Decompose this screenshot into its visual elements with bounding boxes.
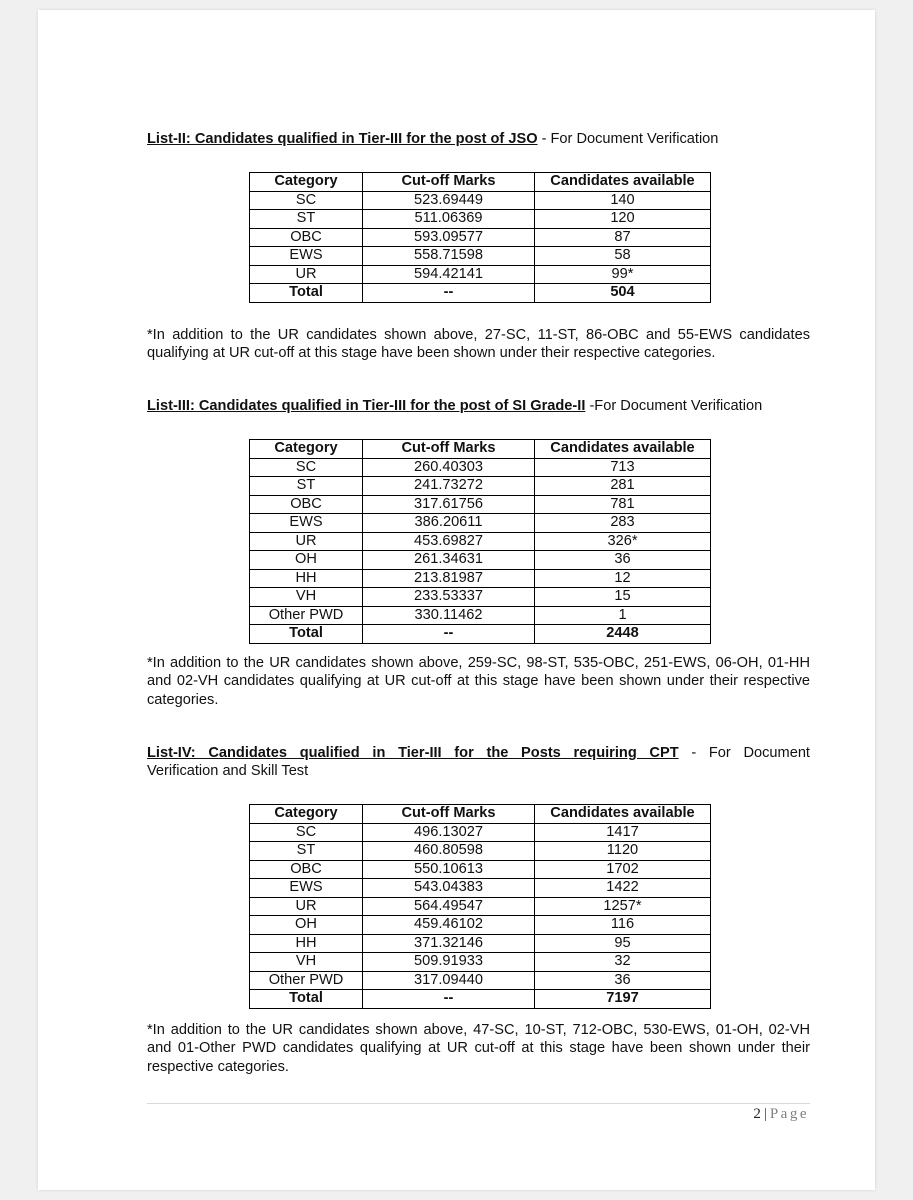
document-page xyxy=(38,10,875,1190)
cell-category: OH xyxy=(250,551,363,570)
cell-cutoff: 241.73272 xyxy=(363,477,535,496)
table-header-row xyxy=(250,173,711,192)
cell-category: UR xyxy=(250,532,363,551)
cell-candidates: 1417 xyxy=(535,823,711,842)
cell-category: SC xyxy=(250,191,363,210)
footer-divider xyxy=(147,1103,810,1104)
cell-category: SC xyxy=(250,458,363,477)
list-iv-title: List-IV: Candidates qualified in Tier-III for the Posts requiring CPT xyxy=(147,745,679,761)
table-row xyxy=(250,265,711,284)
cell-candidates: 1422 xyxy=(535,879,711,898)
total-cell-category: Total xyxy=(250,625,363,644)
cell-cutoff: 509.91933 xyxy=(363,953,535,972)
table-row xyxy=(250,569,711,588)
page-number: 2 xyxy=(753,1106,761,1122)
cell-cutoff: 261.34631 xyxy=(363,551,535,570)
table-row xyxy=(250,477,711,496)
cell-candidates: 36 xyxy=(535,551,711,570)
list-ii-title: List-II: Candidates qualified in Tier-III for the post of JSO xyxy=(147,131,538,147)
cell-category: UR xyxy=(250,265,363,284)
cell-candidates: 1702 xyxy=(535,860,711,879)
cell-candidates: 120 xyxy=(535,210,711,229)
cell-candidates: 781 xyxy=(535,495,711,514)
cell-candidates: 95 xyxy=(535,934,711,953)
table-header-row xyxy=(250,805,711,824)
cell-candidates: 281 xyxy=(535,477,711,496)
table-row xyxy=(250,228,711,247)
header-candidates: Candidates available xyxy=(535,173,711,192)
cell-cutoff: 260.40303 xyxy=(363,458,535,477)
total-cell-candidates: 504 xyxy=(535,284,711,303)
cell-candidates: 99* xyxy=(535,265,711,284)
cell-category: OBC xyxy=(250,860,363,879)
cell-cutoff: 496.13027 xyxy=(363,823,535,842)
total-cell-category: Total xyxy=(250,284,363,303)
cell-cutoff: 317.61756 xyxy=(363,495,535,514)
cell-category: OBC xyxy=(250,495,363,514)
cell-cutoff: 213.81987 xyxy=(363,569,535,588)
list-ii-section xyxy=(147,130,810,362)
cell-candidates: 32 xyxy=(535,953,711,972)
header-candidates: Candidates available xyxy=(535,805,711,824)
total-row xyxy=(250,284,711,303)
cell-category: VH xyxy=(250,588,363,607)
cell-category: EWS xyxy=(250,879,363,898)
list-iv-heading xyxy=(147,744,810,762)
cell-category: EWS xyxy=(250,514,363,533)
total-cell-candidates: 7197 xyxy=(535,990,711,1009)
cell-cutoff: 460.80598 xyxy=(363,842,535,861)
header-candidates: Candidates available xyxy=(535,440,711,459)
list-iii-rows xyxy=(250,458,711,643)
total-cell-category: Total xyxy=(250,990,363,1009)
list-iii-table xyxy=(249,439,711,644)
cell-candidates: 87 xyxy=(535,228,711,247)
table-header-row xyxy=(250,440,711,459)
cell-candidates: 283 xyxy=(535,514,711,533)
cell-category: UR xyxy=(250,897,363,916)
list-iv-suffix: - For Document xyxy=(678,745,810,761)
list-iii-note: *In addition to the UR candidates shown above, 259-SC, 98-ST, 535-OBC, 251-EWS, 06-OH, 01-HH and 02-VH candidates qualifying at UR cut-off at this stage have been shown under their respective categories. xyxy=(147,655,810,708)
table-row xyxy=(250,191,711,210)
cell-category: HH xyxy=(250,934,363,953)
total-cell-cutoff: -- xyxy=(363,284,535,303)
list-iv-rows xyxy=(250,823,711,1008)
list-iv-section xyxy=(147,744,810,1075)
cell-candidates: 1120 xyxy=(535,842,711,861)
cell-cutoff: 594.42141 xyxy=(363,265,535,284)
cell-category: EWS xyxy=(250,247,363,266)
list-ii-table xyxy=(249,172,711,303)
cell-category: Other PWD xyxy=(250,971,363,990)
table-row xyxy=(250,588,711,607)
header-cutoff: Cut-off Marks xyxy=(363,173,535,192)
total-cell-candidates: 2448 xyxy=(535,625,711,644)
cell-category: ST xyxy=(250,842,363,861)
header-category: Category xyxy=(250,173,363,192)
cell-cutoff: 564.49547 xyxy=(363,897,535,916)
list-iii-section xyxy=(147,397,810,708)
cell-category: HH xyxy=(250,569,363,588)
cell-candidates: 12 xyxy=(535,569,711,588)
table-row xyxy=(250,606,711,625)
cell-cutoff: 371.32146 xyxy=(363,934,535,953)
cell-category: OBC xyxy=(250,228,363,247)
cell-category: OH xyxy=(250,916,363,935)
list-ii-rows xyxy=(250,191,711,302)
cell-cutoff: 558.71598 xyxy=(363,247,535,266)
cell-candidates: 58 xyxy=(535,247,711,266)
list-iii-heading xyxy=(147,397,810,415)
cell-category: Other PWD xyxy=(250,606,363,625)
list-iii-suffix: -For Document Verification xyxy=(585,398,763,414)
cell-cutoff: 593.09577 xyxy=(363,228,535,247)
table-row xyxy=(250,860,711,879)
table-row xyxy=(250,210,711,229)
list-iv-heading-line2: Verification and Skill Test xyxy=(147,763,309,779)
list-iii-title: List-III: Candidates qualified in Tier-III for the post of SI Grade-II xyxy=(147,398,586,414)
table-row xyxy=(250,495,711,514)
header-category: Category xyxy=(250,805,363,824)
cell-cutoff: 233.53337 xyxy=(363,588,535,607)
footer-separator: | xyxy=(763,1106,767,1122)
total-row xyxy=(250,625,711,644)
table-row xyxy=(250,532,711,551)
cell-category: ST xyxy=(250,477,363,496)
table-row xyxy=(250,971,711,990)
table-row xyxy=(250,916,711,935)
cell-category: SC xyxy=(250,823,363,842)
list-ii-note: *In addition to the UR candidates shown above, 27-SC, 11-ST, 86-OBC and 55-EWS candidates qualifying at UR cut-off at this stage have been shown under their respective categories. xyxy=(147,327,810,362)
table-row xyxy=(250,551,711,570)
page-footer xyxy=(753,1106,809,1123)
total-row xyxy=(250,990,711,1009)
cell-candidates: 1 xyxy=(535,606,711,625)
list-iv-table xyxy=(249,804,711,1009)
table-row xyxy=(250,514,711,533)
cell-cutoff: 317.09440 xyxy=(363,971,535,990)
cell-cutoff: 523.69449 xyxy=(363,191,535,210)
cell-candidates: 140 xyxy=(535,191,711,210)
table-row xyxy=(250,953,711,972)
table-row xyxy=(250,823,711,842)
total-cell-cutoff: -- xyxy=(363,625,535,644)
cell-cutoff: 459.46102 xyxy=(363,916,535,935)
table-row xyxy=(250,934,711,953)
cell-cutoff: 543.04383 xyxy=(363,879,535,898)
cell-cutoff: 550.10613 xyxy=(363,860,535,879)
header-category: Category xyxy=(250,440,363,459)
table-row xyxy=(250,879,711,898)
table-row xyxy=(250,458,711,477)
header-cutoff: Cut-off Marks xyxy=(363,805,535,824)
cell-category: ST xyxy=(250,210,363,229)
cell-candidates: 1257* xyxy=(535,897,711,916)
cell-candidates: 713 xyxy=(535,458,711,477)
cell-candidates: 116 xyxy=(535,916,711,935)
cell-candidates: 15 xyxy=(535,588,711,607)
page-label: Page xyxy=(769,1106,809,1122)
cell-cutoff: 511.06369 xyxy=(363,210,535,229)
table-row xyxy=(250,247,711,266)
cell-candidates: 326* xyxy=(535,532,711,551)
cell-category: VH xyxy=(250,953,363,972)
cell-cutoff: 330.11462 xyxy=(363,606,535,625)
list-ii-heading xyxy=(147,130,810,148)
total-cell-cutoff: -- xyxy=(363,990,535,1009)
table-row xyxy=(250,897,711,916)
table-row xyxy=(250,842,711,861)
cell-candidates: 36 xyxy=(535,971,711,990)
cell-cutoff: 386.20611 xyxy=(363,514,535,533)
list-ii-suffix: - For Document Verification xyxy=(537,131,719,147)
cell-cutoff: 453.69827 xyxy=(363,532,535,551)
header-cutoff: Cut-off Marks xyxy=(363,440,535,459)
list-iv-note: *In addition to the UR candidates shown above, 47-SC, 10-ST, 712-OBC, 530-EWS, 01-OH, 02-VH and 01-Other PWD candidates qualifying at UR cut-off at this stage have been shown under their respective categories. xyxy=(147,1022,810,1075)
